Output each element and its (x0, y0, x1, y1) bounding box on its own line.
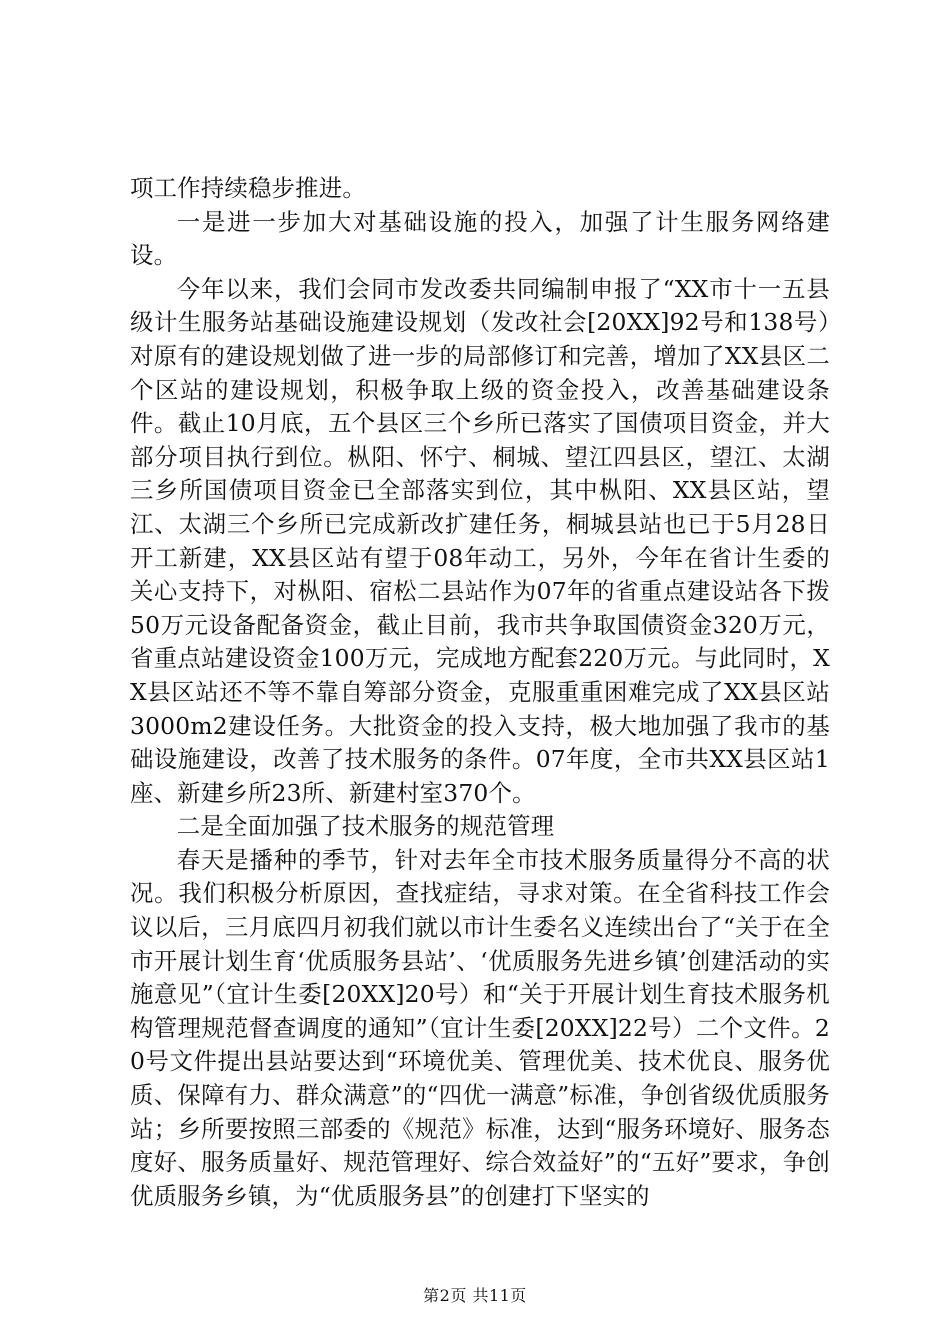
paragraph-management-heading: 二是全面加强了技术服务的规范管理 (176, 812, 555, 841)
paragraph-infrastructure-body: 今年以来，我们会同市发改委共同编制申报了“XX市十一五县级计生服务站基础设施建设规划（发改社会[20XX]92号和138号）对原有的建设规划做了进一步的局部修订和完善，增加了XX县区二个区站的建设规划，积极争取上级的资金投入，改善基础建设条件。截止10月底，五个县区三个乡所已落实了国债项目资金，并大部分项目执行到位。枞阳、怀宁、桐城、望江四县区，望江、太湖三乡所国债项目资金已全部落实到位，其中枞阳、XX县区站，望江、太湖三个乡所已完成新改扩建任务，桐城县站也已于5月28日开工新建，XX县区站有望于08年动工，另外，今年在省计生委的关心支持下，对枞阳、宿松二县站作为07年的省重点建设站各下拨50万元设备配备资金，截止目前，我市共争取国债资金320万元，省重点站建设资金100万元，完成地方配套220万元。与此同时，XX县区站还不等不靠自筹部分资金，克服重重困难完成了XX县区站3000m2建设任务。大批资金的投入支持，极大地加强了我市的基础设施建设，改善了技术服务的条件。07年度，全市共XX县区站1座、新建乡所23所、新建村室370个。 (130, 274, 830, 807)
paragraph-management-body: 春天是播种的季节，针对去年全市技术服务质量得分不高的状况。我们积极分析原因，查找症结，寻求对策。在全省科技工作会议以后，三月底四月初我们就以市计生委名义连续出台了“关于在全市开展计划生育‘优质服务县站’、‘优质服务先进乡镇’创建活动的实施意见”（宜计生委[20XX]20号）和“关于开展计划生育技术服务机构管理规范督查调度的通知”（宜计生委[20XX]22号）二个文件。20号文件提出县站要达到“环境优美、管理优美、技术优良、服务优质、保障有力、群众满意”的“四优一满意”标准，争创省级优质服务站；乡所要按照三部委的《规范》标准，达到“服务环境好、服务态度好、服务质量好、规范管理好、综合效益好”的“五好”要求，争创优质服务乡镇，为“优质服务县”的创建打下坚实的 (130, 845, 830, 1210)
page-number-footer: 第2页 共11页 (423, 1286, 527, 1305)
paragraph-infrastructure-heading: 一是进一步加大对基础设施的投入，加强了计生服务网络建设。 (130, 207, 830, 270)
paragraph-continuation: 项工作持续稳步推进。 (130, 174, 366, 202)
document-body (130, 172, 830, 1213)
